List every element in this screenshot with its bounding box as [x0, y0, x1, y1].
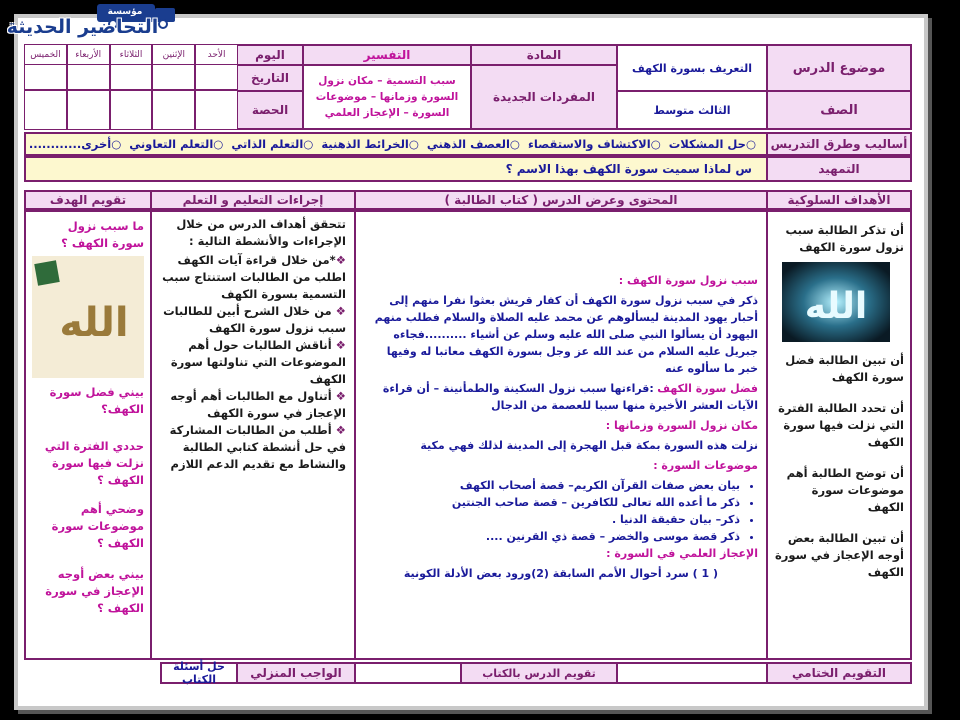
- evaluation-item: بيني بعض أوجه الإعجاز في سورة الكهف ؟: [45, 567, 144, 615]
- day-cell[interactable]: [152, 64, 195, 90]
- vocab-value: سبب التسمية – مكان نزول السورة وزمانها – موضوعات السورة – الإعجاز العلمي: [302, 64, 472, 130]
- procedure-item: ❖ أتناول مع الطالبات أهم أوجه الإعجاز في سورة الكهف: [170, 389, 346, 420]
- lesson-topic-value: التعريف بسورة الكهف: [616, 44, 768, 92]
- svg-text:الله: الله: [804, 286, 868, 327]
- evaluation-item: ما سبب نزول سورة الكهف ؟: [61, 219, 144, 250]
- topics-title: موضوعات السورة :: [653, 459, 758, 472]
- procedures-header: إجراءات التعليم و التعلم: [150, 190, 356, 210]
- method-item: ○حل المشكلات: [668, 137, 756, 151]
- intro-label: التمهيد: [766, 156, 912, 182]
- topic-item: • ذكر ما أعده الله تعالى للكافرين – قصة صاحب الجنتين: [364, 494, 740, 511]
- miracle-title: الإعجاز العلمي في السورة :: [606, 547, 758, 560]
- procedure-item: ❖ من خلال الشرح أبين للطالبات سبب نزول سورة الكهف: [163, 304, 346, 335]
- procedure-item: ❖*من خلال قراءة آيات الكهف اطلب من الطالبات استنتاج سبب التسمية بسورة الكهف: [162, 253, 346, 301]
- methods-label: أساليب وطرق التدريس: [766, 132, 912, 156]
- method-item: ○التعلم التعاوني: [129, 137, 224, 151]
- evaluation-header: تقويم الهدف: [24, 190, 152, 210]
- evaluation-item: بيني فضل سورة الكهف؟: [49, 385, 144, 416]
- day-mon: الإثنين: [152, 44, 195, 66]
- logo-line2: التحاضير الحديثة: [6, 16, 159, 38]
- class-value: الثالث متوسط: [616, 90, 768, 130]
- objective-item: أن تحدد الطالبة الفترة التي نزلت فيها سورة الكهف: [778, 401, 904, 449]
- evaluation-item: وضحي أهم موضوعات سورة الكهف ؟: [51, 502, 144, 550]
- topic-item: • ذكر قصة موسى والخضر – قصة ذي القرنين ....: [364, 528, 740, 545]
- subject-value: التفسير: [302, 44, 472, 66]
- day-header-row: [24, 44, 238, 66]
- logo-line1: مؤسسة: [107, 7, 143, 17]
- reason-title: سبب نزول سورة الكهف :: [618, 274, 758, 287]
- day-cell[interactable]: [195, 90, 238, 130]
- procedures-column: [150, 210, 356, 660]
- day-cell[interactable]: [67, 90, 110, 130]
- virtue-text: :قراءتها سبب نزول السكينة والطمأنينة – أن قراءة الآيات العشر الأخيرة منها سببا للعصمة من الدجال: [382, 382, 758, 412]
- content-header: المحتوى وعرض الدرس ( كتاب الطالبة ): [354, 190, 768, 210]
- evaluation-item: حددي الفترة التي نزلت فيها سورة الكهف ؟: [44, 439, 144, 487]
- objectives-column: [766, 210, 912, 660]
- class-label: الصف: [766, 90, 912, 130]
- day-label: اليوم: [236, 44, 304, 66]
- place-title: مكان نزول السورة وزمانها :: [605, 419, 758, 432]
- objective-item: أن تبين الطالبة بعض أوجه الإعجاز في سورة الكهف: [774, 531, 904, 579]
- lesson-topic-label: موضوع الدرس: [766, 44, 912, 92]
- procedure-item: ❖ أطلب من الطالبات المشاركة في حل أنشطة كتابي الطالبة والنشاط مع تقديم الدعم اللازم: [169, 423, 346, 471]
- objective-item: أن توضح الطالبة أهم موضوعات سورة الكهف: [786, 466, 904, 514]
- vocab-label: المفردات الجديدة: [470, 64, 618, 130]
- procedure-item: ❖ أناقش الطالبات حول أهم الموضوعات التي تناولتها سورة الكهف: [170, 338, 346, 386]
- final-eval-value: [616, 662, 768, 684]
- day-cell[interactable]: [195, 64, 238, 90]
- place-text: نزلت هذه السورة بمكة قبل الهجرة إلى المدينة لذلك فهي مكية: [420, 439, 758, 452]
- topic-item: • ذكر– بيان حقيقة الدنيا .: [364, 511, 740, 528]
- allah-calligraphy-image: [32, 256, 144, 378]
- book-eval-label: تقويم الدرس بالكتاب: [460, 662, 618, 684]
- subject-label: المادة: [470, 44, 618, 66]
- day-cell[interactable]: [24, 90, 67, 130]
- method-item: ○العصف الذهني: [426, 137, 520, 151]
- day-cell[interactable]: [110, 64, 153, 90]
- method-item: ○أخرى............: [28, 137, 122, 151]
- period-label: الحصة: [236, 90, 304, 130]
- topics-list: [364, 477, 758, 545]
- method-item: ○التعلم الذاتي: [231, 137, 314, 151]
- date-label: التاريخ: [236, 64, 304, 92]
- final-eval-label: التقويم الختامي: [766, 662, 912, 684]
- homework-value: حل أسئلة الكتاب: [160, 662, 238, 684]
- virtue-title: فضل سورة الكهف: [657, 382, 758, 395]
- day-tue: الثلاثاء: [110, 44, 153, 66]
- day-wed: الأربعاء: [67, 44, 110, 66]
- day-cell[interactable]: [24, 64, 67, 90]
- objectives-header: الأهداف السلوكية: [766, 190, 912, 210]
- day-cell[interactable]: [152, 90, 195, 130]
- book-eval-value: [354, 662, 462, 684]
- allah-calligraphy-image: [782, 262, 890, 342]
- evaluation-column: [24, 210, 152, 660]
- topic-item: • بيان بعض صفات القرآن الكريم– قصة أصحاب الكهف: [364, 477, 740, 494]
- miracle-text: ( 1 ) سرد أحوال الأمم السابقة (2)ورود بعض الأدلة الكونية: [403, 567, 718, 580]
- reason-text: ذكر في سبب نزول سورة الكهف أن كفار قريش بعثوا نفرا منهم إلى أحبار يهود المدينة ليسألوهم عن محمد عليه الصلاة والسلام فطلب منهم اليهود أن يسألوا النبي صلى الله عليه وسلم عن أشياء ..........فجاءه جبريل عليه السلام من عند الله عز وجل بسورة الكهف معاتبا له وفيها خبر ما سألوه عنه: [374, 294, 758, 375]
- day-grid: [24, 64, 238, 130]
- day-cell[interactable]: [110, 90, 153, 130]
- intro-text: س لماذا سميت سورة الكهف بهذا الاسم ؟: [24, 156, 768, 182]
- homework-label: الواجب المنزلي: [236, 662, 356, 684]
- day-thu: الخميس: [24, 44, 67, 66]
- methods-list: [24, 132, 768, 156]
- svg-text:الله: الله: [59, 300, 129, 346]
- method-item: ○الاكتشاف والاستقصاء: [527, 137, 661, 151]
- objective-item: أن تذكر الطالبة سبب نزول سورة الكهف: [785, 223, 904, 254]
- method-item: ○الخرائط الذهنية: [321, 137, 419, 151]
- procedures-intro: تتحقق أهداف الدرس من خلال الإجراءات والأنشطة التالية :: [176, 217, 346, 248]
- day-cell[interactable]: [67, 64, 110, 90]
- content-column: [354, 210, 768, 660]
- logo: [0, 0, 185, 46]
- objective-item: أن تبين الطالبة فضل سورة الكهف: [785, 353, 904, 384]
- day-sun: الأحد: [195, 44, 238, 66]
